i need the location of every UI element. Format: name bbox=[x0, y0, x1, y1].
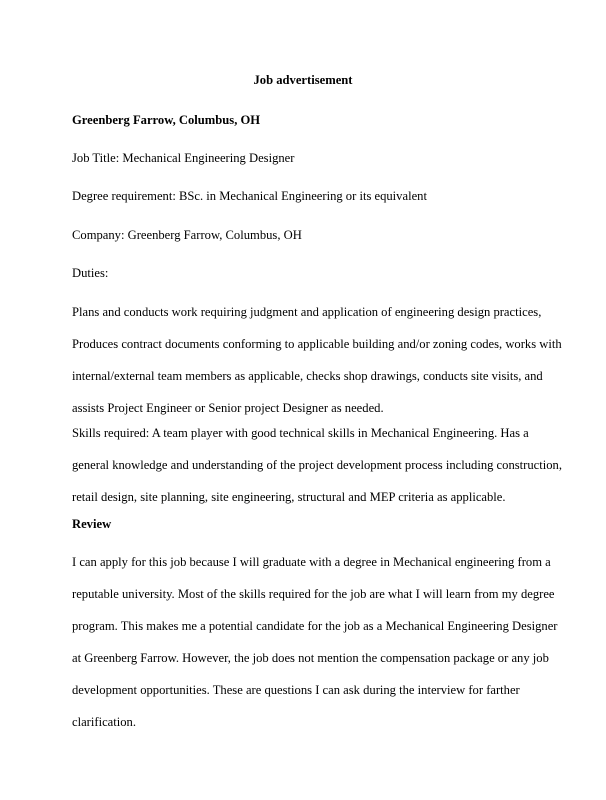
skills-paragraph bbox=[72, 417, 562, 513]
degree-requirement-line: Degree requirement: BSc. in Mechanical Engineering or its equivalent bbox=[72, 189, 427, 203]
duties-label: Duties: bbox=[72, 266, 109, 280]
review-line: development opportunities. These are questions I can ask during the interview for farther bbox=[72, 683, 520, 697]
skills-line: Skills required: A team player with good technical skills in Mechanical Engineering. Has a bbox=[72, 426, 529, 440]
review-line: I can apply for this job because I will graduate with a degree in Mechanical engineering from a bbox=[72, 555, 551, 569]
duties-line: Plans and conducts work requiring judgment and application of engineering design practices, bbox=[72, 305, 542, 319]
company-heading: Greenberg Farrow, Columbus, OH bbox=[72, 113, 261, 127]
duties-paragraph bbox=[72, 296, 562, 424]
skills-line: retail design, site planning, site engineering, structural and MEP criteria as applicable. bbox=[72, 490, 506, 504]
review-line: clarification. bbox=[72, 715, 136, 729]
review-line: reputable university. Most of the skills required for the job are what I will learn from my degree bbox=[72, 587, 555, 601]
duties-line: assists Project Engineer or Senior project Designer as needed. bbox=[72, 401, 384, 415]
company-line: Company: Greenberg Farrow, Columbus, OH bbox=[72, 228, 302, 242]
review-line: program. This makes me a potential candidate for the job as a Mechanical Engineering Designer bbox=[72, 619, 558, 633]
review-line: at Greenberg Farrow. However, the job does not mention the compensation package or any job bbox=[72, 651, 549, 665]
skills-line: general knowledge and understanding of the project development process including construction, bbox=[72, 458, 562, 472]
job-title-line: Job Title: Mechanical Engineering Designer bbox=[72, 151, 295, 165]
duties-line: Produces contract documents conforming to applicable building and/or zoning codes, works with bbox=[72, 337, 562, 351]
review-paragraph bbox=[72, 546, 558, 738]
duties-line: internal/external team members as applicable, checks shop drawings, conducts site visits, and bbox=[72, 369, 543, 383]
review-heading: Review bbox=[72, 517, 112, 531]
document-title: Job advertisement bbox=[253, 73, 353, 87]
